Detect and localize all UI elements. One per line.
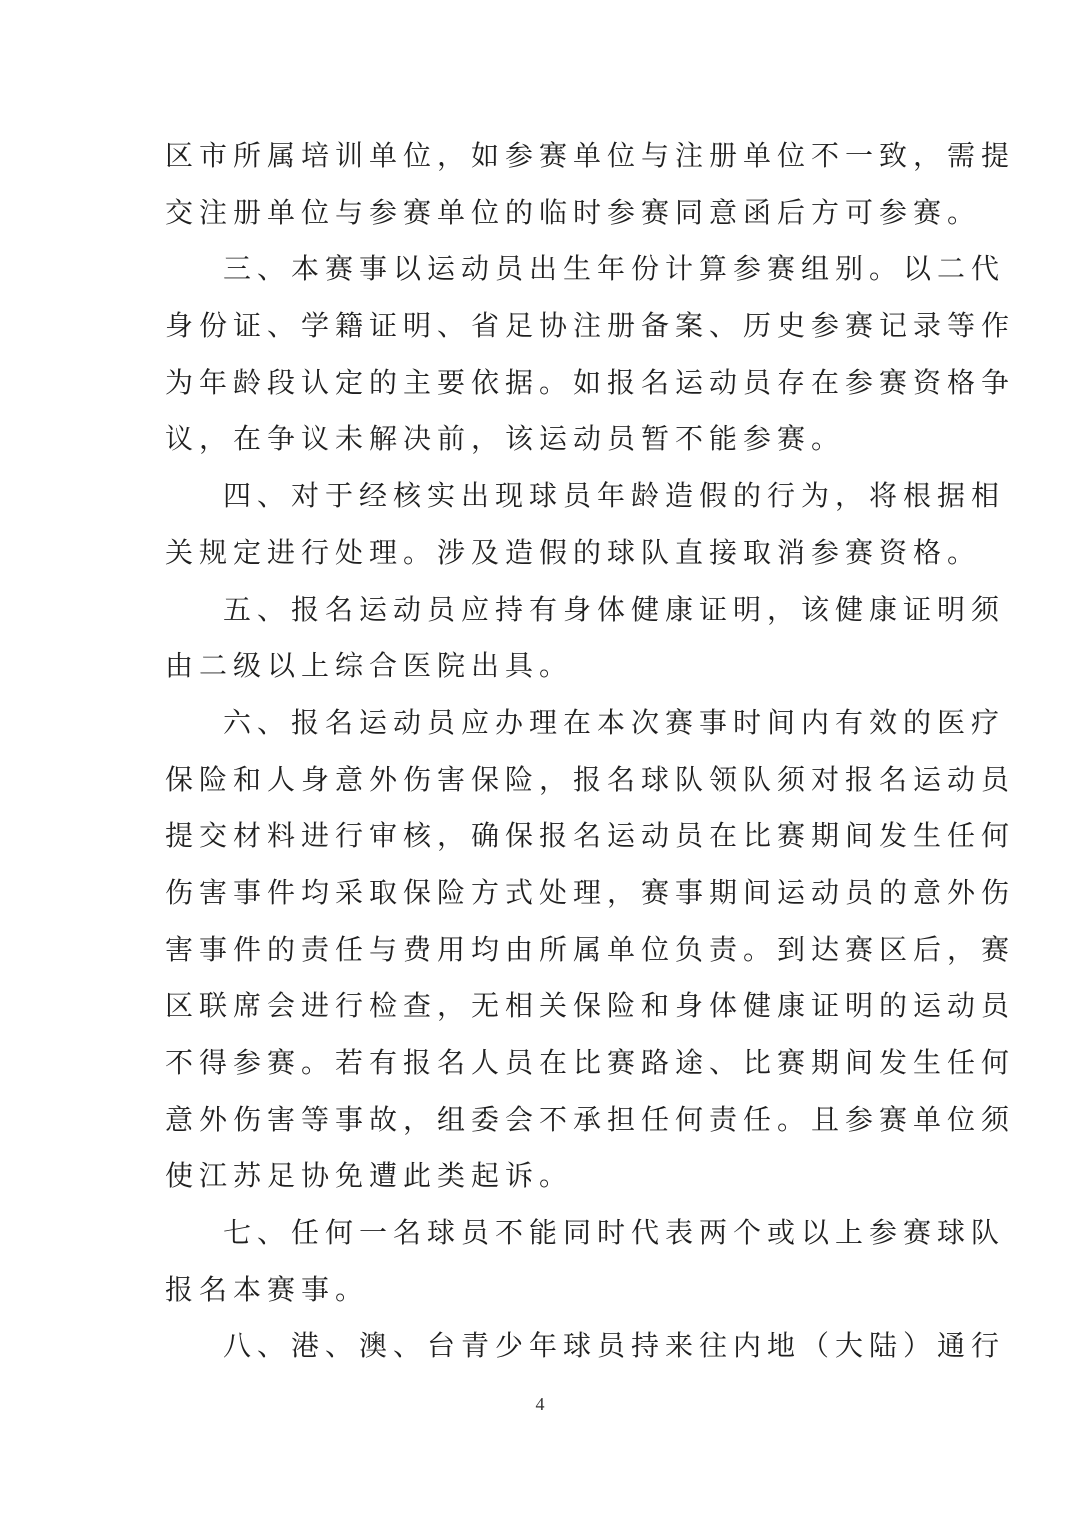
text-line: 伤害事件均采取保险方式处理，赛事期间运动员的意外伤 (165, 875, 1016, 909)
text-line: 意外伤害等事故，组委会不承担任何责任。且参赛单位须 (165, 1102, 1016, 1136)
text-line: 议，在争议未解决前，该运动员暂不能参赛。 (165, 422, 846, 456)
text-line: 由二级以上综合医院出具。 (165, 649, 574, 683)
text-line: 使江苏足协免遭此类起诉。 (165, 1159, 574, 1193)
text-line: 为年龄段认定的主要依据。如报名运动员存在参赛资格争 (165, 365, 1016, 399)
text-line: 身份证、学籍证明、省足协注册备案、历史参赛记录等作 (165, 309, 1016, 343)
text-line: 五、报名运动员应持有身体健康证明，该健康证明须 (223, 592, 1006, 626)
text-line: 六、报名运动员应办理在本次赛事时间内有效的医疗 (223, 705, 1006, 739)
page-number: 4 (535, 1394, 545, 1414)
text-line: 八、港、澳、台青少年球员持来往内地（大陆）通行 (223, 1329, 1006, 1363)
text-line: 七、任何一名球员不能同时代表两个或以上参赛球队 (223, 1216, 1006, 1250)
text-line: 四、对于经核实出现球员年龄造假的行为，将根据相 (223, 479, 1006, 513)
text-line: 保险和人身意外伤害保险，报名球队领队须对报名运动员 (165, 762, 1016, 796)
text-line: 三、本赛事以运动员出生年份计算参赛组别。以二代 (223, 252, 1006, 286)
text-line: 提交材料进行审核，确保报名运动员在比赛期间发生任何 (165, 819, 1016, 853)
body-text (165, 128, 1016, 1375)
text-line: 区联席会进行检查，无相关保险和身体健康证明的运动员 (165, 989, 1016, 1023)
text-line: 不得参赛。若有报名人员在比赛路途、比赛期间发生任何 (165, 1046, 1016, 1079)
text-line: 交注册单位与参赛单位的临时参赛同意函后方可参赛。 (165, 195, 982, 229)
text-line: 区市所属培训单位，如参赛单位与注册单位不一致，需提 (165, 139, 1016, 172)
text-line: 报名本赛事。 (165, 1272, 370, 1306)
text-line: 害事件的责任与费用均由所属单位负责。到达赛区后，赛 (165, 932, 1016, 966)
text-line: 关规定进行处理。涉及造假的球队直接取消参赛资格。 (165, 535, 982, 569)
